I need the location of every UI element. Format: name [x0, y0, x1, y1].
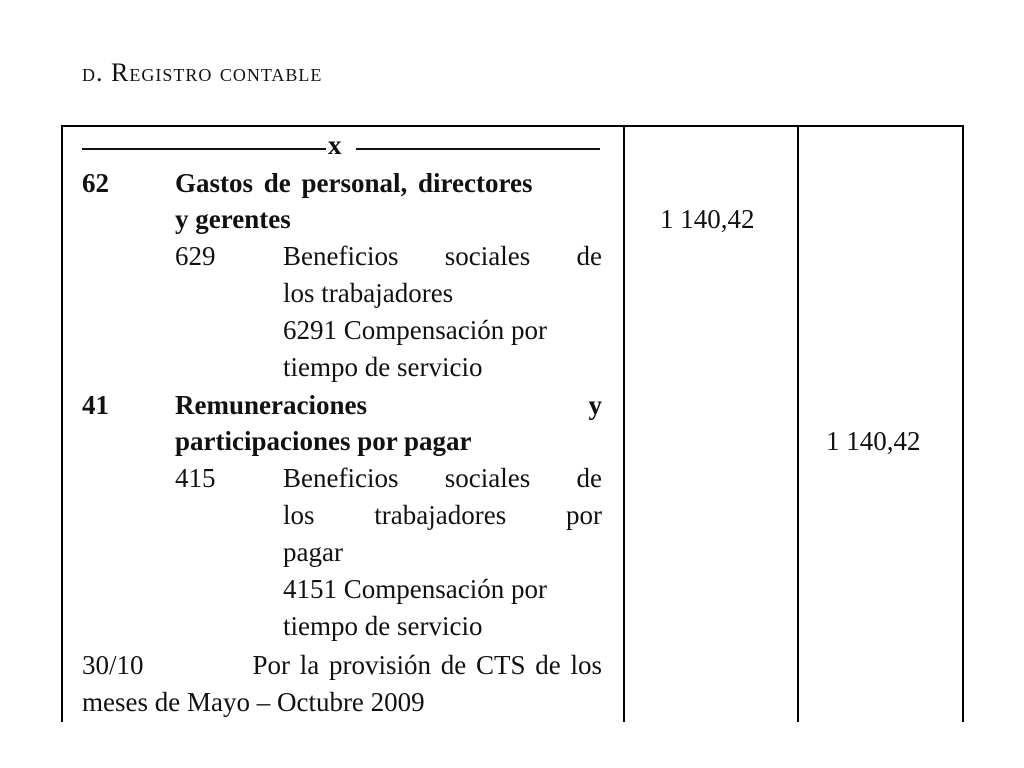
table-right-border [962, 125, 964, 722]
credit-sub-code: 415 [175, 463, 216, 493]
gloss-date: 30/10 [82, 650, 144, 680]
debit-sub-code: 629 [175, 241, 216, 271]
debit-account-code: 62 [82, 168, 109, 198]
credit-sub-line1: Beneficios sociales de [283, 463, 602, 493]
credit-account-name-line2: participaciones por pagar [175, 426, 472, 456]
debit-sub-line1: Beneficios sociales de [283, 241, 602, 271]
debit-account-name-line2: y gerentes [175, 204, 291, 234]
credit-column-divider [797, 125, 799, 722]
credit-account-name-line1 [175, 387, 602, 424]
table-top-border [61, 125, 964, 127]
credit-account-name-word: Remuneraciones [175, 390, 367, 420]
credit-sub-line2: los trabajadores por [283, 500, 602, 530]
debit-subsub-line2: tiempo de servicio [283, 352, 483, 382]
credit-account-name-conj: y [588, 390, 602, 420]
page-title: d. Registro contable [82, 58, 323, 87]
debit-amount: 1 140,42 [660, 204, 755, 234]
entry-separator-left [82, 148, 326, 150]
gloss-text: Por la provisión de CTS de los [252, 650, 602, 680]
debit-account-name-text: Gastos de personal, directores [175, 168, 533, 198]
credit-subsub-line2: tiempo de servicio [283, 611, 483, 641]
entry-separator-mark: x [328, 130, 342, 160]
gloss-line2: meses de Mayo – Octubre 2009 [82, 687, 425, 717]
credit-amount: 1 140,42 [826, 426, 921, 456]
debit-subsub-line1: 6291 Compensación por [283, 315, 547, 345]
gloss-line1 [82, 647, 602, 684]
credit-account-code: 41 [82, 390, 109, 420]
debit-column-divider [623, 125, 625, 722]
credit-subsub-line1: 4151 Compensación por [283, 574, 547, 604]
debit-account-name-line1 [175, 165, 602, 202]
credit-sub-line3: pagar [283, 537, 343, 567]
table-left-border [61, 125, 63, 722]
debit-sub-line2: los trabajadores [283, 278, 454, 308]
entry-separator-right [356, 148, 600, 150]
